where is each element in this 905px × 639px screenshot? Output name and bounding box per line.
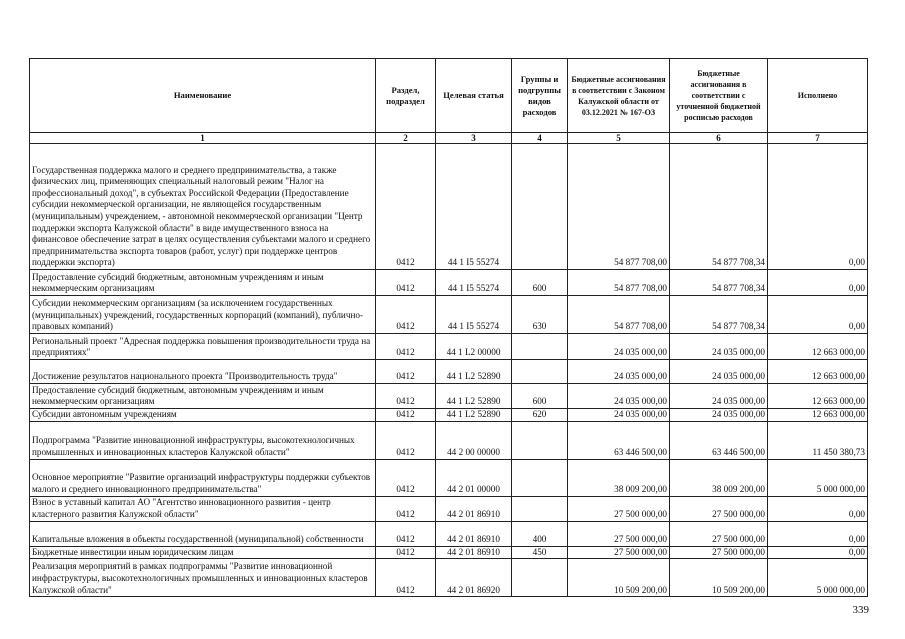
row-executed-amount: 5 000 000,00 [768,559,868,597]
row-target: 44 1 L2 52890 [436,409,512,422]
header-target: Целевая статья [436,59,512,133]
column-number: 6 [670,133,768,144]
row-law-amount: 63 446 500,00 [568,421,670,459]
row-refined-amount: 54 877 708,34 [670,296,768,334]
row-section: 0412 [376,270,436,296]
row-executed-amount: 12 663 000,00 [768,360,868,384]
row-refined-amount: 54 877 708,34 [670,144,768,270]
header-executed: Исполнено [768,59,868,133]
row-group [512,144,568,270]
page-number: 339 [852,604,869,616]
row-group: 620 [512,409,568,422]
row-executed-amount: 11 450 380,73 [768,421,868,459]
row-group: 600 [512,384,568,409]
row-section: 0412 [376,360,436,384]
header-law-allocations: Бюджетные ассигнования в соответствии с Законом Калужской области от 03.12.2021 № 167-ОЗ [568,59,670,133]
row-target: 44 2 01 86910 [436,496,512,521]
table-row [30,144,868,270]
row-target: 44 1 I5 55274 [436,270,512,296]
row-law-amount: 54 877 708,00 [568,270,670,296]
row-law-amount: 27 500 000,00 [568,496,670,521]
table-row [30,521,868,546]
row-law-amount: 24 035 000,00 [568,384,670,409]
table-row [30,559,868,597]
row-name: Основное мероприятие "Развитие организаций инфраструктуры поддержки субъектов малого и среднего инновационного предпринимательства" [30,459,376,496]
row-law-amount: 27 500 000,00 [568,521,670,546]
row-name: Капитальные вложения в объекты государственной (муниципальной) собственности [30,521,376,546]
row-name: Региональный проект "Адресная поддержка повышения производительности труда на предприятиях" [30,334,376,360]
row-group: 400 [512,521,568,546]
row-law-amount: 24 035 000,00 [568,360,670,384]
row-refined-amount: 54 877 708,34 [670,270,768,296]
column-number: 5 [568,133,670,144]
table-row [30,270,868,296]
row-law-amount: 10 509 200,00 [568,559,670,597]
row-law-amount: 54 877 708,00 [568,144,670,270]
row-section: 0412 [376,546,436,559]
row-executed-amount: 12 663 000,00 [768,384,868,409]
table-row [30,496,868,521]
table-row [30,384,868,409]
row-target: 44 1 L2 52890 [436,360,512,384]
column-number-row [30,133,868,144]
table-row [30,409,868,422]
row-group [512,421,568,459]
row-section: 0412 [376,459,436,496]
row-target: 44 2 00 00000 [436,421,512,459]
row-group [512,360,568,384]
row-executed-amount: 0,00 [768,144,868,270]
row-section: 0412 [376,384,436,409]
row-refined-amount: 24 035 000,00 [670,360,768,384]
row-name: Бюджетные инвестиции иным юридическим лицам [30,546,376,559]
row-refined-amount: 24 035 000,00 [670,409,768,422]
row-name: Предоставление субсидий бюджетным, автономным учреждениям и иным некоммерческим организациям [30,270,376,296]
row-section: 0412 [376,521,436,546]
row-executed-amount: 0,00 [768,546,868,559]
row-refined-amount: 24 035 000,00 [670,334,768,360]
row-group: 630 [512,296,568,334]
row-name: Субсидии автономным учреждениям [30,409,376,422]
row-executed-amount: 0,00 [768,496,868,521]
row-section: 0412 [376,334,436,360]
row-executed-amount: 12 663 000,00 [768,409,868,422]
column-number: 7 [768,133,868,144]
row-executed-amount: 0,00 [768,296,868,334]
column-number: 4 [512,133,568,144]
row-law-amount: 38 009 200,00 [568,459,670,496]
row-section: 0412 [376,144,436,270]
column-number: 2 [376,133,436,144]
row-refined-amount: 10 509 200,00 [670,559,768,597]
row-section: 0412 [376,496,436,521]
row-group [512,334,568,360]
budget-table [29,58,868,597]
column-number: 1 [30,133,376,144]
table-row [30,296,868,334]
row-refined-amount: 24 035 000,00 [670,384,768,409]
row-refined-amount: 63 446 500,00 [670,421,768,459]
row-executed-amount: 0,00 [768,270,868,296]
row-refined-amount: 27 500 000,00 [670,546,768,559]
table-row [30,546,868,559]
row-target: 44 2 01 86920 [436,559,512,597]
row-name: Государственная поддержка малого и среднего предпринимательства, а также физических лиц, применяющих специальный налоговый режим "Налог на профессиональный доход", в субъектах Российской Федерации (Предоставление субсидии некоммерческой организации, не являющейся государственным (муниципальным) учреждением, - автономной некоммерческой организации "Центр поддержки экспорта Калужской области" в виде имущественного взноса на финансовое обеспечение затрат в целях осуществления субъектами малого и среднего предпринимательства экспорта товаров (работ, услуг) при поддержке центров поддержки экспорта) [30,144,376,270]
row-law-amount: 24 035 000,00 [568,334,670,360]
row-target: 44 2 01 86910 [436,546,512,559]
row-refined-amount: 38 009 200,00 [670,459,768,496]
header-refined-allocations: Бюджетные ассигнования в соответствии с уточненной бюджетной росписью расходов [670,59,768,133]
column-number: 3 [436,133,512,144]
row-name: Реализация мероприятий в рамках подпрограммы "Развитие инновационной инфраструктуры, высокотехнологичных промышленных и инновационных кластеров Калужской области" [30,559,376,597]
row-name: Субсидии некоммерческим организациям (за исключением государственных (муниципальных) учреждений, государственных корпораций (компаний), публично-правовых компаний) [30,296,376,334]
table-row [30,334,868,360]
table-row [30,360,868,384]
row-group [512,559,568,597]
table-row [30,459,868,496]
row-executed-amount: 0,00 [768,521,868,546]
row-name: Взнос в уставный капитал АО "Агентство инновационного развития - центр кластерного развития Калужской области" [30,496,376,521]
row-target: 44 2 01 86910 [436,521,512,546]
header-group: Группы и подгруппы видов расходов [512,59,568,133]
row-target: 44 1 I5 55274 [436,296,512,334]
row-section: 0412 [376,559,436,597]
row-refined-amount: 27 500 000,00 [670,521,768,546]
row-refined-amount: 27 500 000,00 [670,496,768,521]
row-section: 0412 [376,409,436,422]
row-group [512,459,568,496]
row-target: 44 1 L2 00000 [436,334,512,360]
row-section: 0412 [376,421,436,459]
row-group: 450 [512,546,568,559]
row-law-amount: 24 035 000,00 [568,409,670,422]
row-section: 0412 [376,296,436,334]
header-section: Раздел, подраздел [376,59,436,133]
row-name: Подпрограмма "Развитие инновационной инфраструктуры, высокотехнологичных промышленных и инновационных кластеров Калужской области" [30,421,376,459]
table-header-row [30,59,868,133]
row-law-amount: 54 877 708,00 [568,296,670,334]
table-row [30,421,868,459]
header-name: Наименование [30,59,376,133]
row-name: Достижение результатов национального проекта "Производительность труда" [30,360,376,384]
row-executed-amount: 12 663 000,00 [768,334,868,360]
row-target: 44 1 L2 52890 [436,384,512,409]
row-name: Предоставление субсидий бюджетным, автономным учреждениям и иным некоммерческим организациям [30,384,376,409]
row-group [512,496,568,521]
row-target: 44 1 I5 55274 [436,144,512,270]
row-target: 44 2 01 00000 [436,459,512,496]
row-executed-amount: 5 000 000,00 [768,459,868,496]
row-law-amount: 27 500 000,00 [568,546,670,559]
row-group: 600 [512,270,568,296]
